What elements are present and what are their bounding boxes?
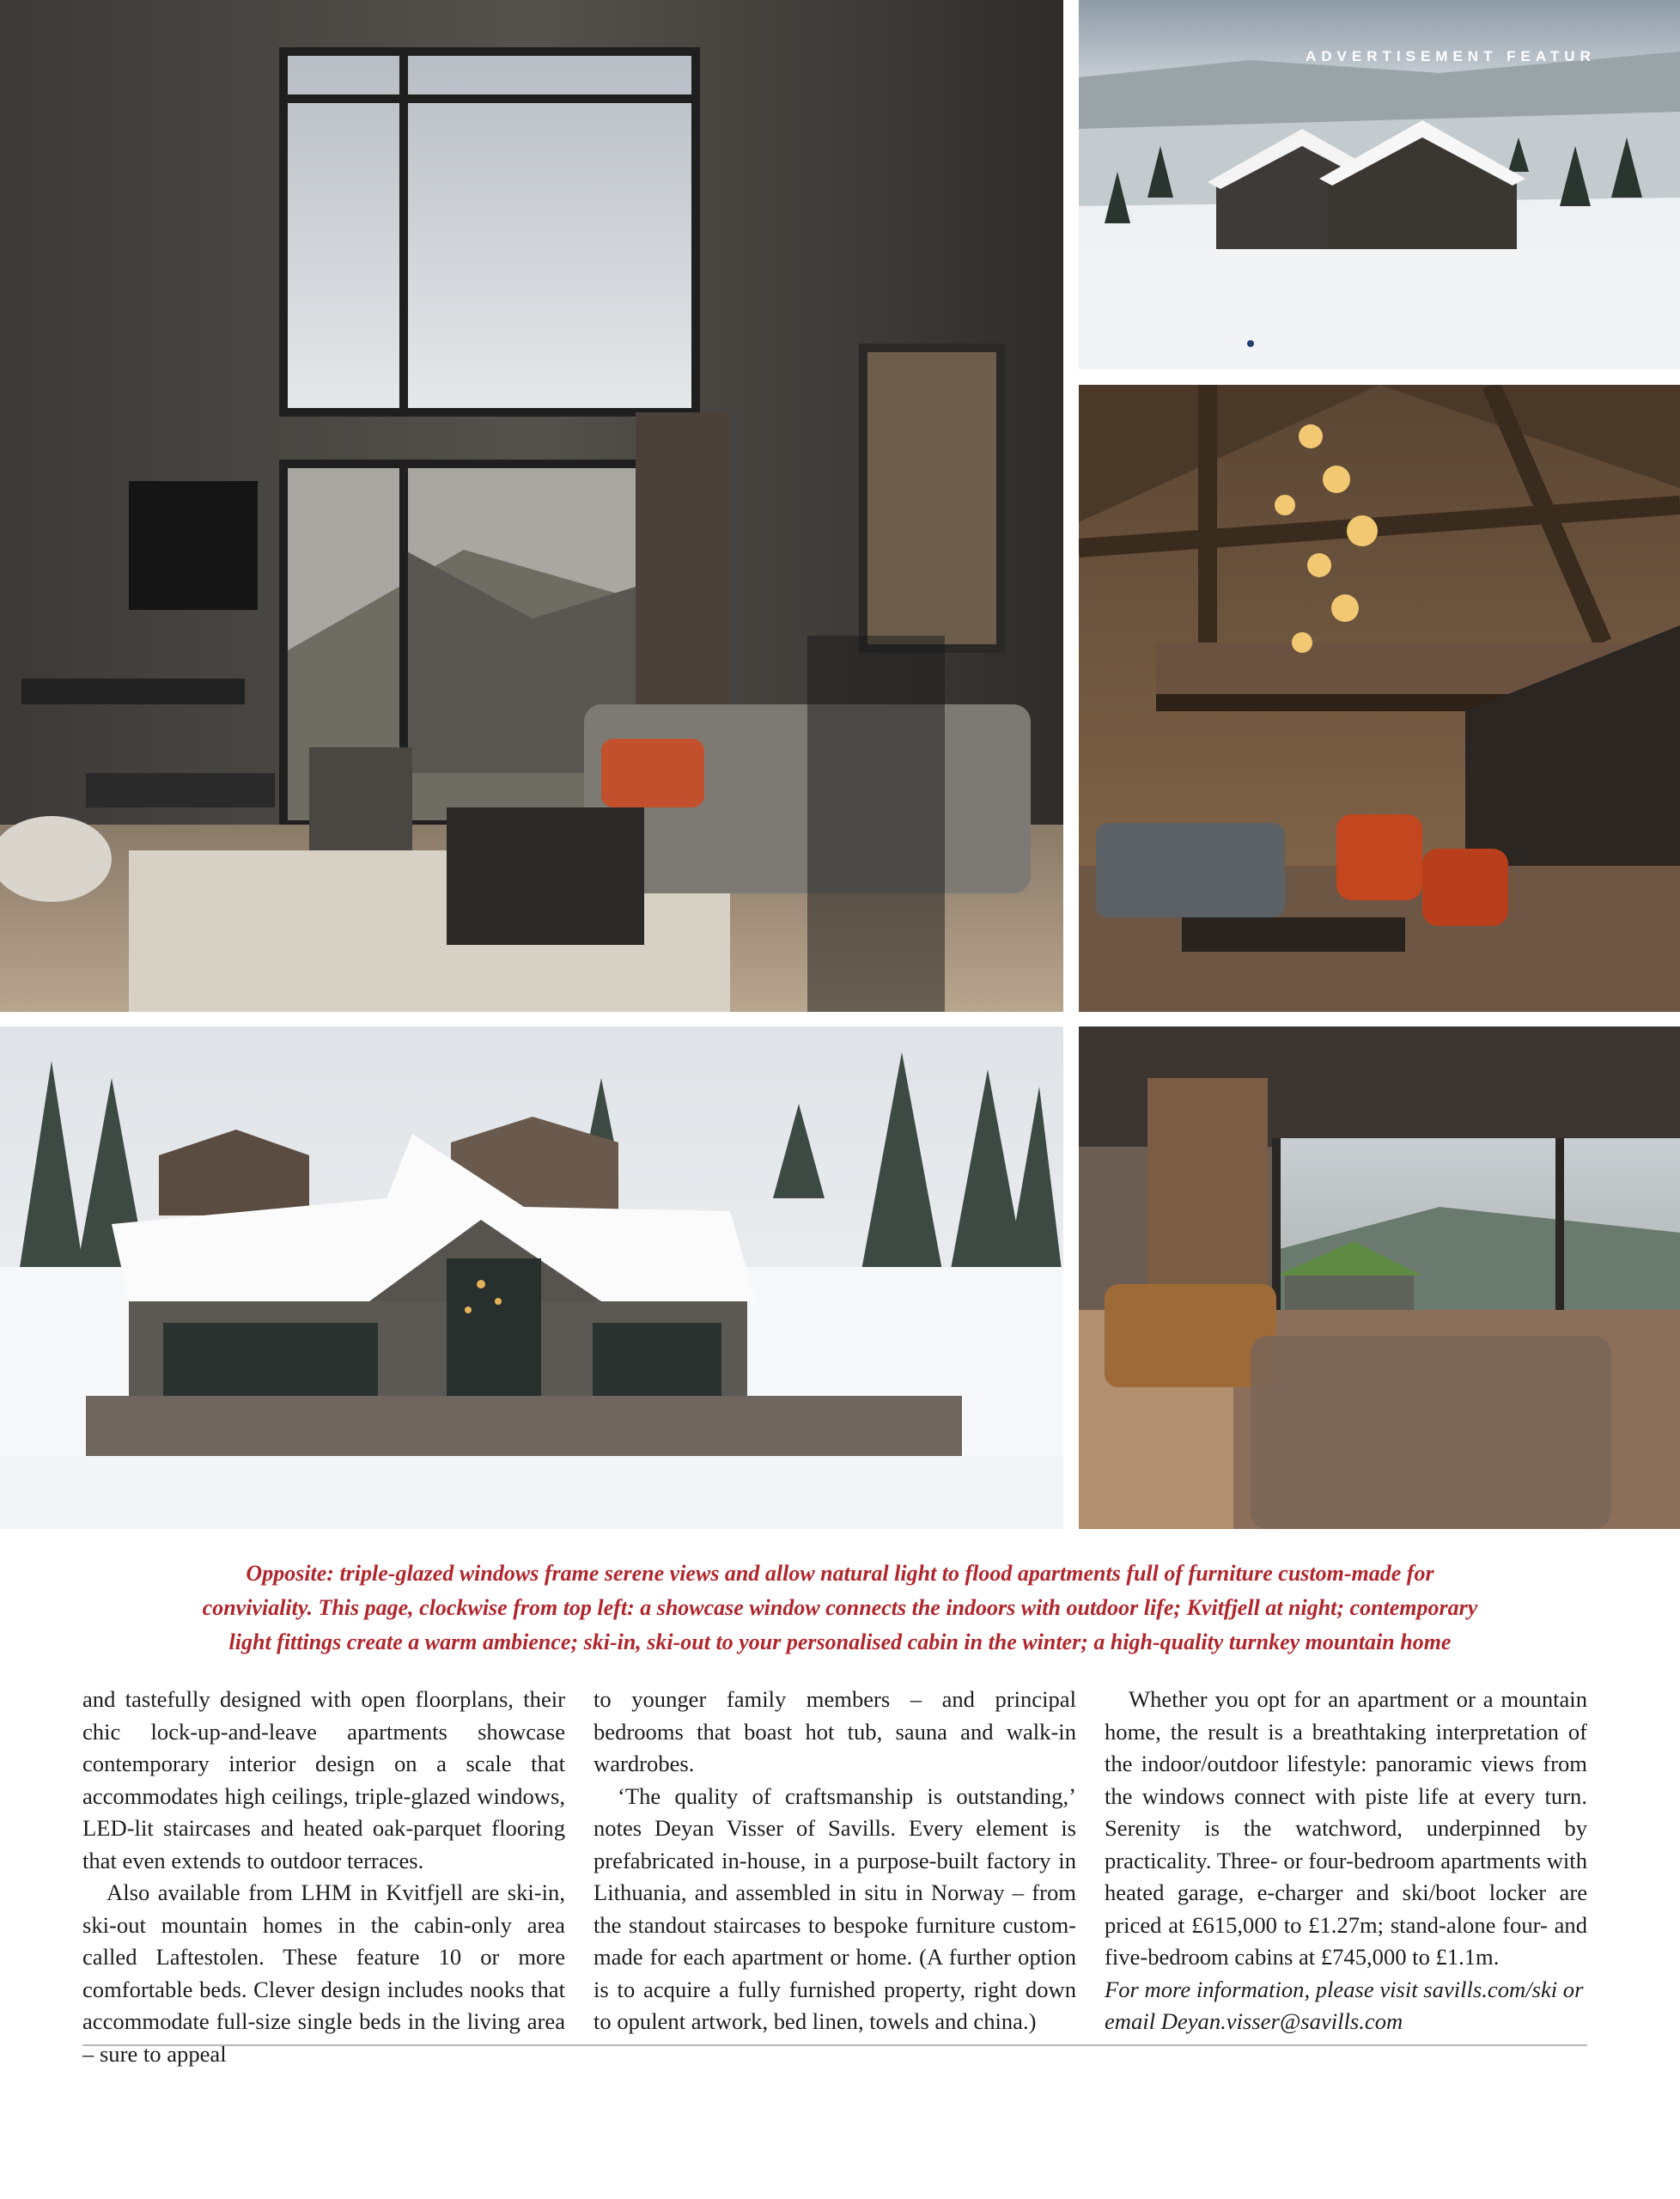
bedroom-photo [1079, 1026, 1680, 1529]
column-1-paragraph-2: Also available from LHM in Kvitfjell are ski-in, ski-out mountain homes in the cabin-only area called Laftestolen. These feature 10 or more comfortable beds. Clever design includes nooks that accommodate full-size single beds in the living area – sure to appeal [82, 1879, 565, 2067]
caption-line-1: Opposite: triple-glazed windows frame serene views and allow natural light to flood apartments full of furniture custom-made for [246, 1561, 1434, 1586]
timber-interior-photo [1079, 385, 1680, 1012]
column-1-paragraph-1: and tastefully designed with open floorplans, their chic lock-up-and-leave apartments showcase contemporary interior design on a scale that accommodates high ceilings, triple-glazed windows, LED-lit staircases and heated oak-parquet flooring that even extends to outdoor terraces. [82, 1686, 565, 1873]
footer-rule [82, 2044, 1587, 2046]
column-2-paragraph-2: ‘The quality of craftsmanship is outstanding,’ notes Deyan Visser of Savills. Every element is prefabricated in-house, in a purpose-built factory in Lithuania, and assembled in situ in Norway – from the standout staircases to bespoke furniture custom-made for each apartment or home. (A further option is to acquire a fully furnished property, right down to opulent artwork, bed linen, towels and china.) [593, 1782, 1076, 2034]
article-body [82, 1684, 1587, 2067]
column-1 [82, 1684, 565, 2070]
advertisement-banner: ADVERTISEMENT FEATUR [1306, 48, 1596, 64]
column-3-paragraph-1: Whether you opt for an apartment or a mountain home, the result is a breathtaking interpretation of the indoor/outdoor lifestyle: panoramic views from the windows connect with piste life at every turn. Serenity is the watchword, underpinned by practicality. Three- or four-bedroom apartments with heated garage, e-charger and ski/boot locker are priced at £615,000 to £1.27m; stand-alone four- and five-bedroom cabins at £745,000 to £1.1m. [1105, 1686, 1587, 1970]
caption-line-2: conviviality. This page, clockwise from top left: a showcase window connects the indoors with outdoor life; Kvitfjell at night; contemporary [202, 1595, 1478, 1620]
photo-caption [52, 1556, 1628, 1660]
column-2 [593, 1684, 1076, 2070]
contact-information: For more information, please visit savills.com/ski or email Deyan.visser@savills.com [1105, 1976, 1584, 2034]
snow-cabin-photo [0, 1026, 1063, 1529]
column-3 [1105, 1684, 1587, 2070]
living-room-photo [0, 0, 1063, 1012]
column-2-paragraph-1: to younger family members – and principal bedrooms that boast hot tub, sauna and walk-in wardrobes. [593, 1686, 1076, 1776]
caption-line-3: light fittings create a warm ambience; ski-in, ski-out to your personalised cabin in the winter; a high-quality turnkey mountain home [228, 1629, 1452, 1654]
